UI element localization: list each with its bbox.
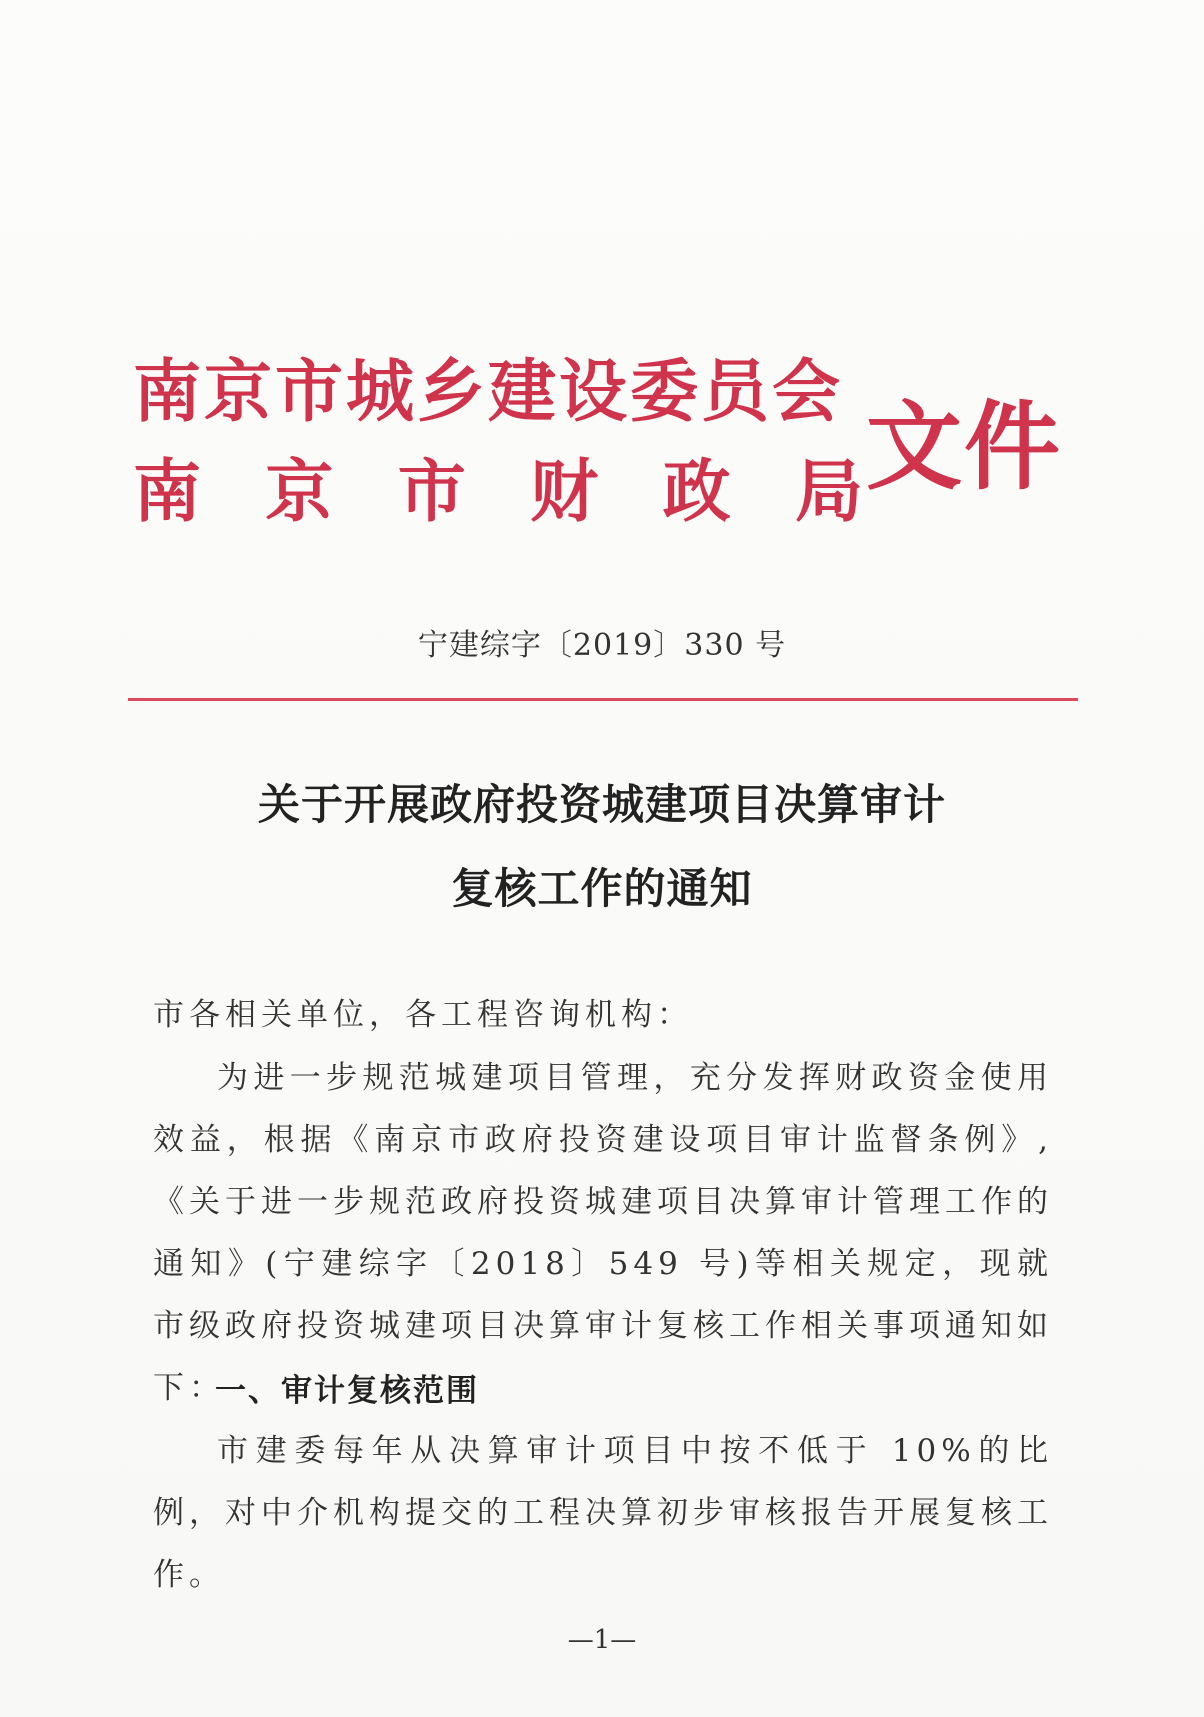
org-char: 财 <box>530 452 599 532</box>
body-paragraph-2: 市建委每年从决算审计项目中按不低于 10%的比例，对中介机构提交的工程决算初步审核报告开展复核工作。 <box>153 1433 1053 1593</box>
section-heading-1: 一、审计复核范围 <box>215 1373 479 1409</box>
red-divider-line <box>128 698 1078 701</box>
page-number: —1— <box>567 1625 637 1655</box>
document-title-line-2: 复核工作的通知 <box>451 864 753 913</box>
org-char: 局 <box>794 452 863 532</box>
document-number: 宁建综字〔2019〕330 号 <box>417 628 787 663</box>
issuing-org-construction-committee: 南京市城乡建设委员会 <box>133 352 844 432</box>
org-char: 南 <box>133 452 202 532</box>
issuing-org-finance-bureau <box>133 452 863 532</box>
org-char: 京 <box>265 452 334 532</box>
document-title-line-1: 关于开展政府投资城建项目决算审计 <box>257 780 946 829</box>
org-char: 市 <box>397 452 466 532</box>
document-header <box>133 352 1083 542</box>
body-paragraph-1: 为进一步规范城建项目管理，充分发挥财政资金使用效益，根据《南京市政府投资建设项目审计监督条例》,《关于进一步规范政府投资城建项目决算审计管理工作的通知》(宁建综字〔2018〕549 号)等相关规定，现就市级政府投资城建项目决算审计复核工作相关事项通知如下： <box>153 1060 1053 1406</box>
org-char: 政 <box>662 452 731 532</box>
document-type-label: 文件 <box>866 390 1062 503</box>
salutation: 市各相关单位，各工程咨询机构： <box>153 997 693 1033</box>
